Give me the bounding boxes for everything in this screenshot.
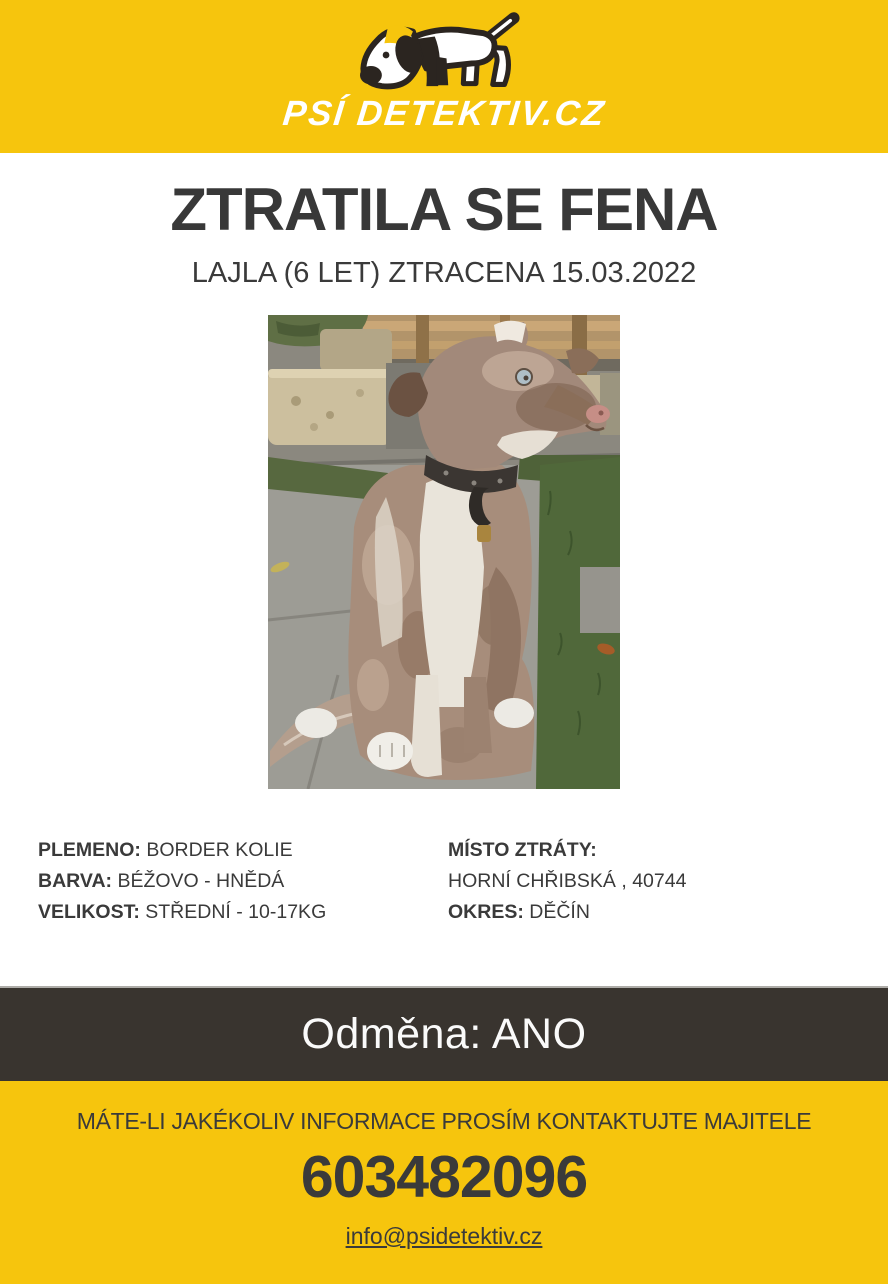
detail-row-breed bbox=[38, 835, 448, 866]
detail-row-size bbox=[38, 897, 448, 928]
detail-row-district bbox=[448, 897, 850, 928]
header bbox=[0, 0, 888, 153]
brand-wordmark: PSÍ DETEKTIV.CZ bbox=[280, 94, 608, 133]
lost-dog-photo bbox=[268, 315, 620, 789]
detail-value: HORNÍ CHŘIBSKÁ , 40744 bbox=[448, 870, 687, 892]
footer bbox=[0, 1081, 888, 1284]
phone-number: 603482096 bbox=[300, 1144, 588, 1210]
detail-value: BÉŽOVO - HNĚDÁ bbox=[117, 870, 285, 892]
poster-subtitle: LAJLA (6 LET) ZTRACENA 15.03.2022 bbox=[191, 257, 697, 289]
detail-label: PLEMENO: bbox=[38, 839, 141, 861]
detail-label: BARVA: bbox=[38, 870, 113, 892]
page-title: ZTRATILA SE FENA bbox=[170, 176, 718, 243]
details-section bbox=[0, 835, 888, 928]
detail-value: STŘEDNÍ - 10-17KG bbox=[145, 901, 327, 923]
reward-text: Odměna: ANO bbox=[301, 1010, 587, 1058]
detail-label: OKRES: bbox=[448, 901, 524, 923]
sniffing-dog-icon bbox=[355, 8, 533, 92]
details-left-column bbox=[38, 835, 448, 928]
detail-row-place-value bbox=[448, 866, 850, 897]
detail-row-color bbox=[38, 866, 448, 897]
detail-label: VELIKOST: bbox=[38, 901, 140, 923]
detail-value: DĚČÍN bbox=[529, 901, 590, 923]
detail-row-place-label bbox=[448, 835, 850, 866]
poster-body bbox=[0, 153, 888, 986]
detail-label: MÍSTO ZTRÁTY: bbox=[448, 839, 597, 861]
reward-bar bbox=[0, 988, 888, 1081]
details-right-column bbox=[448, 835, 850, 928]
email-link[interactable]: info@psidetektiv.cz bbox=[345, 1223, 543, 1249]
contact-message: MÁTE-LI JAKÉKOLIV INFORMACE PROSÍM KONTAKTUJTE MAJITELE bbox=[76, 1108, 812, 1134]
detail-value: BORDER KOLIE bbox=[146, 839, 293, 861]
